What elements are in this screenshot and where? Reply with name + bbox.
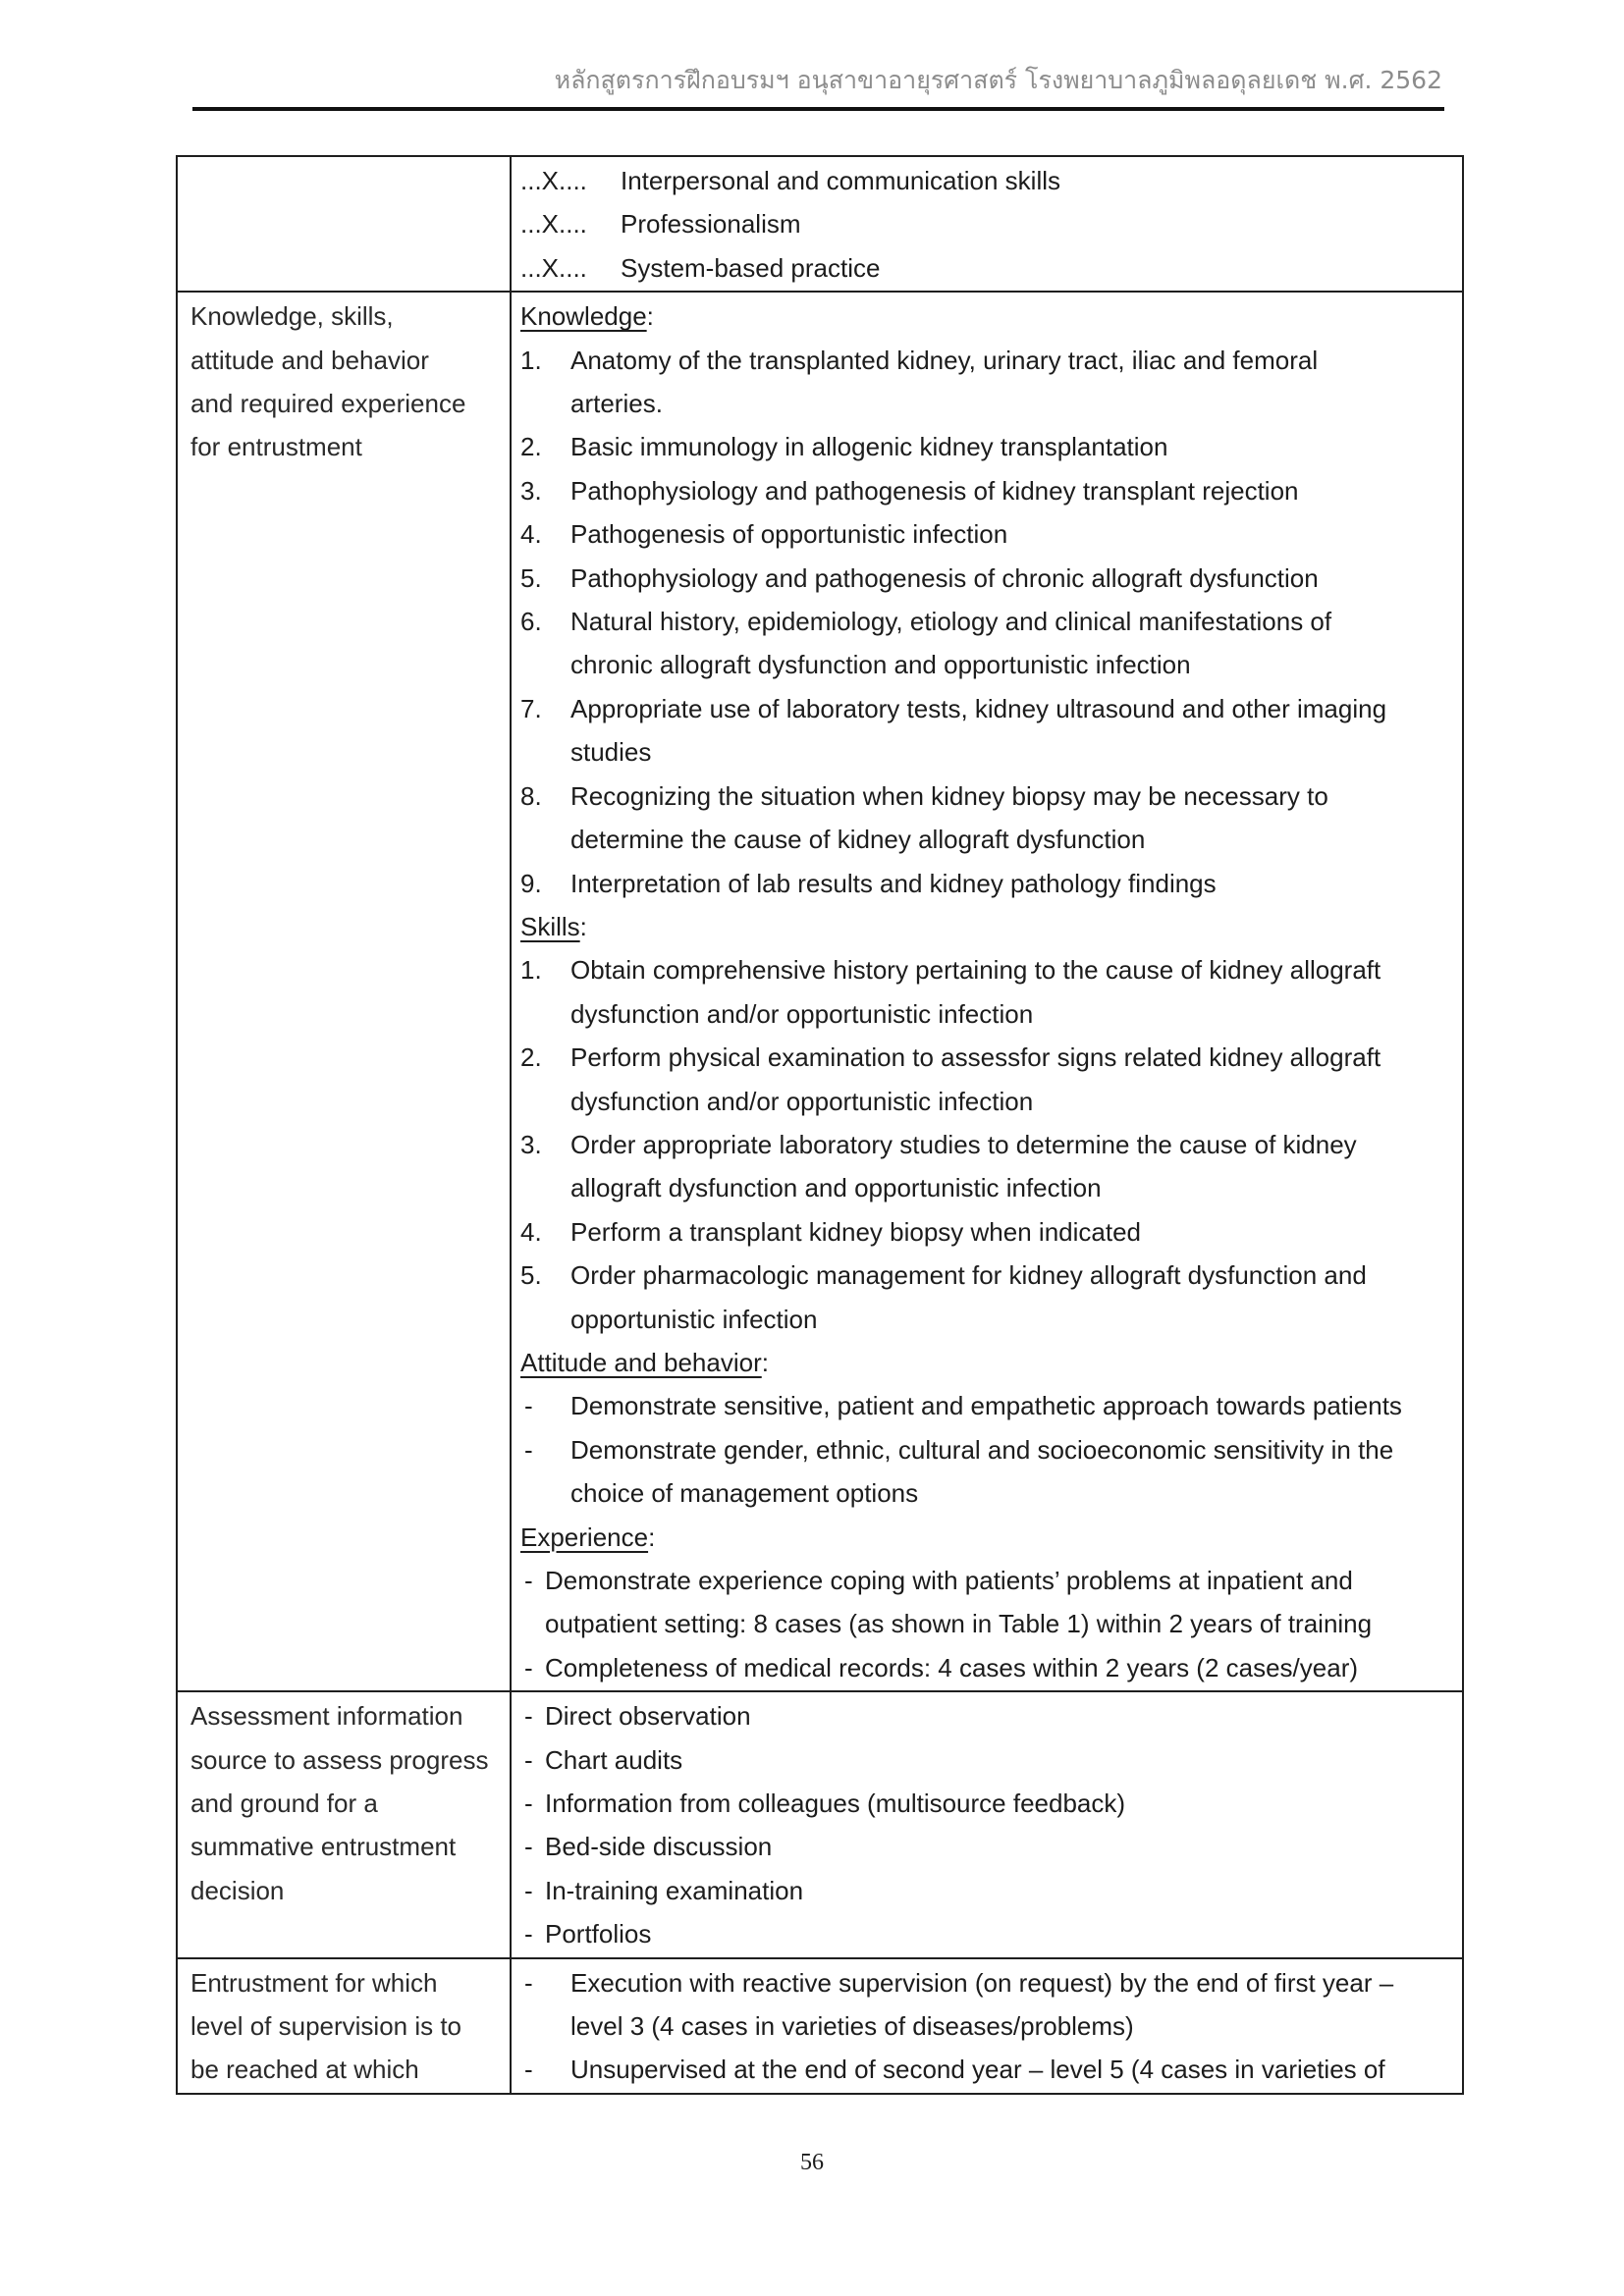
item-text-line: Order pharmacologic management for kidney allograft dysfunction and [570, 1260, 1367, 1291]
item-text-line: System-based practice [621, 252, 881, 283]
item-text-line: Demonstrate gender, ethnic, cultural and socioeconomic sensitivity in the [570, 1434, 1394, 1465]
item-text-line: dysfunction and/or opportunistic infection [570, 998, 1034, 1029]
item-text-line: In-training examination [545, 1875, 804, 1905]
knowledge-item [520, 425, 1454, 468]
row-label-line: attitude and behavior [190, 345, 429, 375]
competency-item [520, 159, 1454, 202]
label-cell [177, 1691, 511, 1957]
bullet-dash: - [524, 1701, 533, 1732]
item-text [545, 1869, 1454, 1912]
item-text-line: dysfunction and/or opportunistic infection [570, 1086, 1034, 1116]
item-text [621, 246, 1454, 290]
item-text-line: Direct observation [545, 1701, 751, 1732]
assessment-source-list [520, 1694, 1454, 1955]
assessment-source-item [520, 1782, 1454, 1825]
item-text-line: Perform physical examination to assessfor signs related kidney allograft [570, 1042, 1381, 1073]
content-cell [511, 1958, 1463, 2094]
item-text [545, 1782, 1454, 1825]
item-text-line: Information from colleagues (multisource feedback) [545, 1789, 1126, 1819]
item-text-line: opportunistic infection [570, 1304, 818, 1334]
row-label [190, 1961, 502, 2092]
item-text [570, 1384, 1454, 1427]
item-text-line: level 3 (4 cases in varieties of diseases/problems) [570, 2011, 1134, 2042]
skills-heading [520, 905, 1454, 948]
competency-item [520, 202, 1454, 245]
item-number: 2. [520, 1042, 542, 1073]
epa-table [176, 155, 1464, 2095]
item-text [570, 1961, 1454, 2049]
item-text [621, 202, 1454, 245]
bullet-dash: - [524, 1832, 533, 1862]
row-label [190, 294, 502, 469]
row-label-line: for entrustment [190, 432, 362, 462]
competency-mark: ...X.... [520, 209, 587, 240]
bullet-dash: - [524, 1744, 533, 1775]
item-text [570, 600, 1454, 687]
knowledge-item [520, 339, 1454, 426]
skills-item [520, 948, 1454, 1036]
table-row-entrustment [177, 1958, 1463, 2094]
item-text [570, 557, 1454, 600]
item-text [570, 2048, 1454, 2091]
item-text-line: Basic immunology in allogenic kidney transplantation [570, 432, 1168, 462]
row-label-line: level of supervision is to [190, 2011, 462, 2042]
bullet-dash: - [524, 1919, 533, 1949]
item-text-line: Chart audits [545, 1744, 683, 1775]
item-text [570, 1210, 1454, 1254]
bullet-dash: - [524, 1391, 533, 1421]
heading-colon: : [579, 911, 587, 941]
item-text-line: allograft dysfunction and opportunistic infection [570, 1173, 1102, 1203]
bullet-dash: - [524, 1789, 533, 1819]
attitude-heading [520, 1341, 1454, 1384]
item-text-line: studies [570, 737, 652, 768]
entrustment-level-item [520, 1961, 1454, 2049]
item-text-line: Demonstrate sensitive, patient and empathetic approach towards patients [570, 1391, 1402, 1421]
item-text [545, 1646, 1454, 1689]
skills-item [520, 1254, 1454, 1341]
item-text [570, 862, 1454, 905]
item-text [570, 339, 1454, 426]
skills-item [520, 1123, 1454, 1210]
assessment-source-item [520, 1869, 1454, 1912]
item-number: 4. [520, 1216, 542, 1247]
item-text-line: chronic allograft dysfunction and opportunistic infection [570, 650, 1191, 680]
item-number: 3. [520, 475, 542, 506]
item-text [570, 687, 1454, 774]
attitude-item [520, 1428, 1454, 1516]
table-row-assessment [177, 1691, 1463, 1957]
knowledge-item [520, 774, 1454, 862]
item-text-line: Demonstrate experience coping with patients’ problems at inpatient and [545, 1566, 1353, 1595]
row-label-line: and ground for a [190, 1789, 378, 1819]
header-rule [192, 107, 1444, 111]
item-text-line: Perform a transplant kidney biopsy when indicated [570, 1216, 1141, 1247]
bullet-dash: - [524, 1652, 533, 1682]
item-text-line: arteries. [570, 389, 663, 419]
page-number: 56 [800, 2150, 824, 2175]
experience-heading [520, 1516, 1454, 1559]
row-label-line: Assessment information [190, 1701, 463, 1732]
item-text-line: determine the cause of kidney allograft dysfunction [570, 825, 1146, 855]
item-text-line: Portfolios [545, 1919, 652, 1949]
knowledge-item [520, 557, 1454, 600]
heading-colon: : [761, 1347, 769, 1377]
item-text-line: Unsupervised at the end of second year – level 5 (4 cases in varieties of [570, 2055, 1385, 2085]
competency-item [520, 246, 1454, 290]
item-number: 9. [520, 868, 542, 898]
row-label-line: Knowledge, skills, [190, 301, 394, 332]
item-text-line: Completeness of medical records: 4 cases within 2 years (2 cases/year) [545, 1652, 1359, 1682]
competency-list [520, 159, 1454, 290]
running-header-title: หลักสูตรการฝึกอบรมฯ อนุสาขาอายุรศาสตร์ โรงพยาบาลภูมิพลอดุลยเดช พ.ศ. 2562 [554, 66, 1442, 94]
row-label-line: decision [190, 1875, 285, 1905]
item-number: 7. [520, 693, 542, 723]
item-number: 5. [520, 1260, 542, 1291]
item-text [570, 1123, 1454, 1210]
experience-item [520, 1559, 1454, 1646]
item-text-line: Appropriate use of laboratory tests, kidney ultrasound and other imaging [570, 693, 1387, 723]
item-text [545, 1694, 1454, 1737]
skills-heading-text: Skills [520, 911, 580, 941]
content-cell [511, 292, 1463, 1691]
experience-heading-text: Experience [520, 1522, 649, 1552]
item-text [570, 1036, 1454, 1123]
item-number: 8. [520, 780, 542, 811]
label-cell [177, 292, 511, 1691]
knowledge-heading-text: Knowledge [520, 301, 647, 332]
item-text-line: Natural history, epidemiology, etiology and clinical manifestations of [570, 607, 1332, 637]
knowledge-item [520, 512, 1454, 556]
bullet-dash: - [524, 1566, 533, 1595]
content-cell [511, 156, 1463, 292]
item-text-line: Order appropriate laboratory studies to determine the cause of kidney [570, 1129, 1357, 1159]
item-text-line: Interpersonal and communication skills [621, 166, 1060, 195]
assessment-source-item [520, 1825, 1454, 1868]
row-label-line: be reached at which [190, 2055, 419, 2085]
item-number: 1. [520, 345, 542, 375]
item-number: 3. [520, 1129, 542, 1159]
item-text [621, 159, 1454, 202]
item-text-line: Interpretation of lab results and kidney pathology findings [570, 868, 1217, 898]
attitude-list [520, 1384, 1454, 1515]
bullet-dash: - [524, 1434, 533, 1465]
item-text-line: choice of management options [570, 1478, 919, 1509]
heading-colon: : [646, 301, 654, 332]
knowledge-list [520, 339, 1454, 905]
attitude-heading-text: Attitude and behavior [520, 1347, 762, 1377]
item-number: 4. [520, 519, 542, 550]
label-cell [177, 1958, 511, 2094]
attitude-item [520, 1384, 1454, 1427]
item-text-line: Pathogenesis of opportunistic infection [570, 519, 1008, 550]
experience-list [520, 1559, 1454, 1689]
knowledge-heading [520, 294, 1454, 338]
entrustment-level-item [520, 2048, 1454, 2091]
bullet-dash: - [524, 1967, 533, 1998]
item-text-line: Anatomy of the transplanted kidney, urinary tract, iliac and femoral [570, 345, 1319, 375]
item-text-line: Execution with reactive supervision (on request) by the end of first year – [570, 1967, 1394, 1998]
row-label-line: source to assess progress [190, 1744, 489, 1775]
item-number: 6. [520, 607, 542, 637]
item-text [545, 1738, 1454, 1782]
assessment-source-item [520, 1694, 1454, 1737]
item-number: 1. [520, 955, 542, 986]
item-text [545, 1559, 1454, 1646]
item-text-line: outpatient setting: 8 cases (as shown in Table 1) within 2 years of training [545, 1609, 1373, 1639]
row-label-line: summative entrustment [190, 1832, 457, 1862]
item-text [570, 469, 1454, 512]
table-row-competencies [177, 156, 1463, 292]
item-text [545, 1825, 1454, 1868]
item-text-line: Bed-side discussion [545, 1832, 773, 1862]
assessment-source-item [520, 1738, 1454, 1782]
item-text-line: Professionalism [621, 209, 801, 240]
item-text [570, 1254, 1454, 1341]
item-text-line: Obtain comprehensive history pertaining to the cause of kidney allograft [570, 955, 1381, 986]
item-text [570, 948, 1454, 1036]
item-text-line: Recognizing the situation when kidney biopsy may be necessary to [570, 780, 1328, 811]
bullet-dash: - [524, 1875, 533, 1905]
item-number: 2. [520, 432, 542, 462]
competency-mark: ...X.... [520, 252, 587, 283]
entrustment-level-list [520, 1961, 1454, 2092]
assessment-source-item [520, 1912, 1454, 1955]
knowledge-item [520, 600, 1454, 687]
competency-mark: ...X.... [520, 166, 587, 195]
table-row-requirements [177, 292, 1463, 1691]
item-text-line: Pathophysiology and pathogenesis of kidney transplant rejection [570, 475, 1299, 506]
row-label-line: and required experience [190, 389, 466, 419]
knowledge-item [520, 862, 1454, 905]
label-cell [177, 156, 511, 292]
item-number: 5. [520, 562, 542, 593]
bullet-dash: - [524, 2055, 533, 2085]
knowledge-item [520, 687, 1454, 774]
skills-list [520, 948, 1454, 1341]
item-text [570, 774, 1454, 862]
item-text [570, 512, 1454, 556]
item-text [545, 1912, 1454, 1955]
heading-colon: : [648, 1522, 656, 1552]
item-text [570, 1428, 1454, 1516]
row-label [190, 1694, 502, 1912]
experience-item [520, 1646, 1454, 1689]
row-label-line: Entrustment for which [190, 1967, 438, 1998]
skills-item [520, 1036, 1454, 1123]
skills-item [520, 1210, 1454, 1254]
knowledge-item [520, 469, 1454, 512]
item-text-line: Pathophysiology and pathogenesis of chronic allograft dysfunction [570, 562, 1319, 593]
item-text [570, 425, 1454, 468]
content-cell [511, 1691, 1463, 1957]
